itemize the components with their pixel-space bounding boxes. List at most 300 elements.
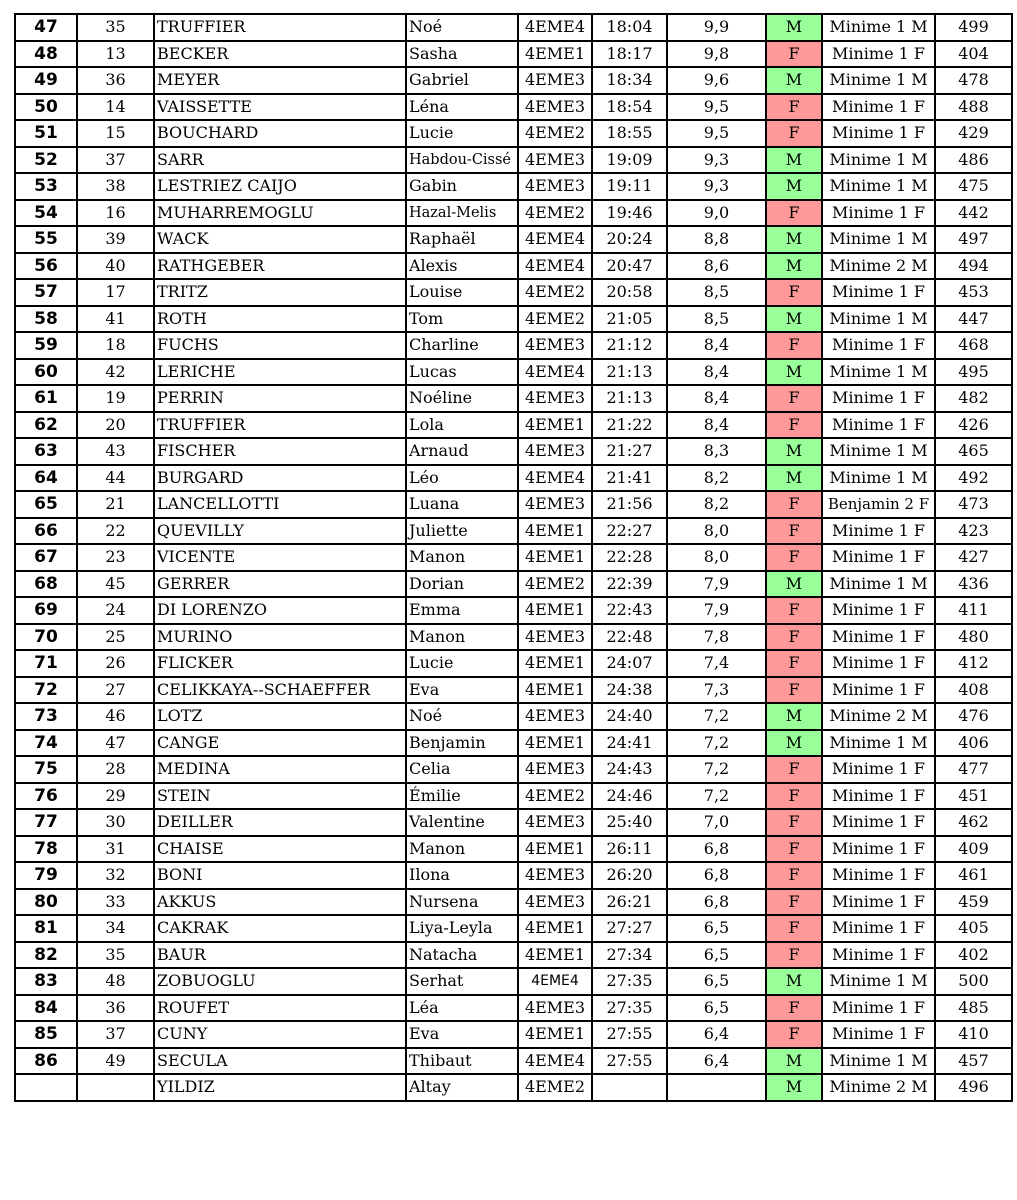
- id-cell: 402: [935, 942, 1012, 969]
- category-cell: Minime 1 F: [822, 412, 935, 439]
- table-row: [15, 597, 1012, 624]
- last-name-cell: LESTRIEZ CAIJO: [154, 173, 406, 200]
- category-cell: Minime 1 M: [822, 359, 935, 386]
- class-cell: 4EME1: [518, 544, 592, 571]
- rank-cell: 78: [15, 836, 77, 863]
- table-row: [15, 332, 1012, 359]
- speed-cell: 9,3: [667, 173, 766, 200]
- class-cell: 4EME1: [518, 836, 592, 863]
- bib-number-cell: 39: [77, 226, 154, 253]
- class-cell: 4EME3: [518, 756, 592, 783]
- class-cell: 4EME2: [518, 1074, 592, 1101]
- bib-number-cell: 37: [77, 1021, 154, 1048]
- rank-cell: 71: [15, 650, 77, 677]
- time-cell: 18:04: [592, 14, 667, 41]
- table-row: [15, 465, 1012, 492]
- sex-cell: M: [766, 1074, 822, 1101]
- time-cell: 27:35: [592, 995, 667, 1022]
- time-cell: 22:27: [592, 518, 667, 545]
- rank-cell: 83: [15, 968, 77, 995]
- time-cell: 24:43: [592, 756, 667, 783]
- last-name-cell: BONI: [154, 862, 406, 889]
- id-cell: 457: [935, 1048, 1012, 1075]
- speed-cell: 6,5: [667, 915, 766, 942]
- last-name-cell: PERRIN: [154, 385, 406, 412]
- speed-cell: 6,4: [667, 1021, 766, 1048]
- speed-cell: 8,2: [667, 465, 766, 492]
- bib-number-cell: 18: [77, 332, 154, 359]
- rank-cell: 63: [15, 438, 77, 465]
- bib-number-cell: 42: [77, 359, 154, 386]
- table-row: [15, 41, 1012, 68]
- class-cell: 4EME4: [518, 968, 592, 995]
- table-row: [15, 200, 1012, 227]
- last-name-cell: TRUFFIER: [154, 412, 406, 439]
- sex-cell: F: [766, 995, 822, 1022]
- time-cell: 25:40: [592, 809, 667, 836]
- class-cell: 4EME3: [518, 332, 592, 359]
- speed-cell: 7,9: [667, 571, 766, 598]
- speed-cell: 8,2: [667, 491, 766, 518]
- bib-number-cell: 30: [77, 809, 154, 836]
- category-cell: Minime 1 F: [822, 995, 935, 1022]
- first-name-cell: Gabriel: [406, 67, 518, 94]
- id-cell: 410: [935, 1021, 1012, 1048]
- speed-cell: 8,3: [667, 438, 766, 465]
- first-name-cell: Noé: [406, 14, 518, 41]
- sex-cell: M: [766, 253, 822, 280]
- id-cell: 500: [935, 968, 1012, 995]
- rank-cell: 80: [15, 889, 77, 916]
- id-cell: 442: [935, 200, 1012, 227]
- category-cell: Minime 1 F: [822, 518, 935, 545]
- sex-cell: M: [766, 571, 822, 598]
- id-cell: 436: [935, 571, 1012, 598]
- rank-cell: [15, 1074, 77, 1101]
- first-name-cell: Luana: [406, 491, 518, 518]
- speed-cell: 9,9: [667, 14, 766, 41]
- time-cell: 21:27: [592, 438, 667, 465]
- sex-cell: F: [766, 597, 822, 624]
- rank-cell: 64: [15, 465, 77, 492]
- category-cell: Minime 1 F: [822, 120, 935, 147]
- last-name-cell: ROUFET: [154, 995, 406, 1022]
- last-name-cell: ZOBUOGLU: [154, 968, 406, 995]
- bib-number-cell: 38: [77, 173, 154, 200]
- table-row: [15, 94, 1012, 121]
- last-name-cell: SECULA: [154, 1048, 406, 1075]
- rank-cell: 81: [15, 915, 77, 942]
- id-cell: 406: [935, 730, 1012, 757]
- speed-cell: 6,8: [667, 889, 766, 916]
- last-name-cell: CUNY: [154, 1021, 406, 1048]
- first-name-cell: Noéline: [406, 385, 518, 412]
- rank-cell: 56: [15, 253, 77, 280]
- last-name-cell: DEILLER: [154, 809, 406, 836]
- sex-cell: F: [766, 889, 822, 916]
- time-cell: 18:55: [592, 120, 667, 147]
- bib-number-cell: 37: [77, 147, 154, 174]
- speed-cell: 8,5: [667, 306, 766, 333]
- first-name-cell: Thibaut: [406, 1048, 518, 1075]
- class-cell: 4EME3: [518, 491, 592, 518]
- id-cell: 486: [935, 147, 1012, 174]
- category-cell: Minime 1 M: [822, 968, 935, 995]
- category-cell: Minime 1 M: [822, 1048, 935, 1075]
- sex-cell: M: [766, 465, 822, 492]
- id-cell: 404: [935, 41, 1012, 68]
- rank-cell: 76: [15, 783, 77, 810]
- id-cell: 497: [935, 226, 1012, 253]
- table-row: [15, 147, 1012, 174]
- class-cell: 4EME3: [518, 889, 592, 916]
- last-name-cell: TRUFFIER: [154, 14, 406, 41]
- first-name-cell: Gabin: [406, 173, 518, 200]
- rank-cell: 60: [15, 359, 77, 386]
- category-cell: Minime 1 F: [822, 332, 935, 359]
- sex-cell: F: [766, 120, 822, 147]
- first-name-cell: Emma: [406, 597, 518, 624]
- rank-cell: 74: [15, 730, 77, 757]
- last-name-cell: GERRER: [154, 571, 406, 598]
- bib-number-cell: 25: [77, 624, 154, 651]
- last-name-cell: CANGE: [154, 730, 406, 757]
- first-name-cell: Juliette: [406, 518, 518, 545]
- sex-cell: F: [766, 1021, 822, 1048]
- category-cell: Minime 1 M: [822, 173, 935, 200]
- table-row: [15, 279, 1012, 306]
- last-name-cell: SARR: [154, 147, 406, 174]
- sex-cell: F: [766, 332, 822, 359]
- class-cell: 4EME1: [518, 942, 592, 969]
- table-row: [15, 67, 1012, 94]
- rank-cell: 59: [15, 332, 77, 359]
- id-cell: 427: [935, 544, 1012, 571]
- last-name-cell: MEYER: [154, 67, 406, 94]
- time-cell: 27:55: [592, 1048, 667, 1075]
- sex-cell: M: [766, 173, 822, 200]
- first-name-cell: Dorian: [406, 571, 518, 598]
- sex-cell: M: [766, 226, 822, 253]
- time-cell: 21:22: [592, 412, 667, 439]
- sex-cell: F: [766, 836, 822, 863]
- time-cell: 27:55: [592, 1021, 667, 1048]
- id-cell: 494: [935, 253, 1012, 280]
- first-name-cell: Léa: [406, 995, 518, 1022]
- id-cell: 478: [935, 67, 1012, 94]
- last-name-cell: LOTZ: [154, 703, 406, 730]
- first-name-cell: Benjamin: [406, 730, 518, 757]
- class-cell: 4EME1: [518, 650, 592, 677]
- rank-cell: 77: [15, 809, 77, 836]
- speed-cell: 8,6: [667, 253, 766, 280]
- last-name-cell: STEIN: [154, 783, 406, 810]
- rank-cell: 52: [15, 147, 77, 174]
- category-cell: Minime 1 F: [822, 385, 935, 412]
- table-row: [15, 1021, 1012, 1048]
- bib-number-cell: 20: [77, 412, 154, 439]
- category-cell: Minime 1 F: [822, 94, 935, 121]
- first-name-cell: Émilie: [406, 783, 518, 810]
- bib-number-cell: 35: [77, 14, 154, 41]
- speed-cell: 9,0: [667, 200, 766, 227]
- class-cell: 4EME3: [518, 438, 592, 465]
- class-cell: 4EME3: [518, 995, 592, 1022]
- class-cell: 4EME2: [518, 306, 592, 333]
- bib-number-cell: 48: [77, 968, 154, 995]
- last-name-cell: LERICHE: [154, 359, 406, 386]
- sex-cell: F: [766, 200, 822, 227]
- table-row: [15, 756, 1012, 783]
- rank-cell: 47: [15, 14, 77, 41]
- class-cell: 4EME1: [518, 730, 592, 757]
- bib-number-cell: 47: [77, 730, 154, 757]
- class-cell: 4EME3: [518, 703, 592, 730]
- rank-cell: 48: [15, 41, 77, 68]
- category-cell: Minime 1 M: [822, 14, 935, 41]
- class-cell: 4EME3: [518, 147, 592, 174]
- speed-cell: 7,9: [667, 597, 766, 624]
- time-cell: 24:46: [592, 783, 667, 810]
- category-cell: Minime 2 M: [822, 1074, 935, 1101]
- category-cell: Minime 1 M: [822, 571, 935, 598]
- first-name-cell: Manon: [406, 836, 518, 863]
- table-row: [15, 253, 1012, 280]
- bib-number-cell: 26: [77, 650, 154, 677]
- rank-cell: 79: [15, 862, 77, 889]
- id-cell: 475: [935, 173, 1012, 200]
- first-name-cell: Léo: [406, 465, 518, 492]
- bib-number-cell: 46: [77, 703, 154, 730]
- time-cell: 27:34: [592, 942, 667, 969]
- time-cell: 24:07: [592, 650, 667, 677]
- rank-cell: 69: [15, 597, 77, 624]
- bib-number-cell: 23: [77, 544, 154, 571]
- last-name-cell: WACK: [154, 226, 406, 253]
- bib-number-cell: 16: [77, 200, 154, 227]
- category-cell: Minime 1 F: [822, 915, 935, 942]
- class-cell: 4EME2: [518, 200, 592, 227]
- time-cell: 19:09: [592, 147, 667, 174]
- last-name-cell: ROTH: [154, 306, 406, 333]
- bib-number-cell: 43: [77, 438, 154, 465]
- first-name-cell: Charline: [406, 332, 518, 359]
- speed-cell: 8,0: [667, 544, 766, 571]
- id-cell: 485: [935, 995, 1012, 1022]
- category-cell: Minime 1 F: [822, 624, 935, 651]
- id-cell: 411: [935, 597, 1012, 624]
- table-row: [15, 809, 1012, 836]
- last-name-cell: AKKUS: [154, 889, 406, 916]
- id-cell: 423: [935, 518, 1012, 545]
- bib-number-cell: 27: [77, 677, 154, 704]
- table-row: [15, 571, 1012, 598]
- rank-cell: 55: [15, 226, 77, 253]
- table-row: [15, 518, 1012, 545]
- last-name-cell: CAKRAK: [154, 915, 406, 942]
- id-cell: 496: [935, 1074, 1012, 1101]
- rank-cell: 68: [15, 571, 77, 598]
- first-name-cell: Raphaël: [406, 226, 518, 253]
- sex-cell: M: [766, 359, 822, 386]
- last-name-cell: CHAISE: [154, 836, 406, 863]
- time-cell: 22:43: [592, 597, 667, 624]
- first-name-cell: Louise: [406, 279, 518, 306]
- class-cell: 4EME3: [518, 94, 592, 121]
- rank-cell: 58: [15, 306, 77, 333]
- id-cell: 495: [935, 359, 1012, 386]
- last-name-cell: MUHARREMOGLU: [154, 200, 406, 227]
- rank-cell: 85: [15, 1021, 77, 1048]
- category-cell: Minime 1 M: [822, 465, 935, 492]
- last-name-cell: QUEVILLY: [154, 518, 406, 545]
- rank-cell: 57: [15, 279, 77, 306]
- class-cell: 4EME3: [518, 809, 592, 836]
- table-row: [15, 783, 1012, 810]
- first-name-cell: Celia: [406, 756, 518, 783]
- first-name-cell: Lola: [406, 412, 518, 439]
- table-row: [15, 412, 1012, 439]
- table-row: [15, 968, 1012, 995]
- rank-cell: 73: [15, 703, 77, 730]
- id-cell: 499: [935, 14, 1012, 41]
- time-cell: 20:24: [592, 226, 667, 253]
- sex-cell: F: [766, 412, 822, 439]
- first-name-cell: Tom: [406, 306, 518, 333]
- sex-cell: M: [766, 147, 822, 174]
- table-row: [15, 14, 1012, 41]
- first-name-cell: Léna: [406, 94, 518, 121]
- id-cell: 412: [935, 650, 1012, 677]
- last-name-cell: BOUCHARD: [154, 120, 406, 147]
- bib-number-cell: 31: [77, 836, 154, 863]
- first-name-cell: Nursena: [406, 889, 518, 916]
- time-cell: 26:21: [592, 889, 667, 916]
- last-name-cell: BECKER: [154, 41, 406, 68]
- speed-cell: 6,8: [667, 862, 766, 889]
- time-cell: 21:12: [592, 332, 667, 359]
- time-cell: 24:38: [592, 677, 667, 704]
- class-cell: 4EME2: [518, 279, 592, 306]
- bib-number-cell: 41: [77, 306, 154, 333]
- category-cell: Minime 1 F: [822, 756, 935, 783]
- table-row: [15, 120, 1012, 147]
- speed-cell: 8,4: [667, 359, 766, 386]
- sex-cell: F: [766, 518, 822, 545]
- first-name-cell: Arnaud: [406, 438, 518, 465]
- first-name-cell: Valentine: [406, 809, 518, 836]
- id-cell: 405: [935, 915, 1012, 942]
- first-name-cell: Manon: [406, 624, 518, 651]
- speed-cell: 9,3: [667, 147, 766, 174]
- bib-number-cell: 33: [77, 889, 154, 916]
- time-cell: 24:41: [592, 730, 667, 757]
- time-cell: 20:47: [592, 253, 667, 280]
- id-cell: 482: [935, 385, 1012, 412]
- sex-cell: M: [766, 67, 822, 94]
- class-cell: 4EME2: [518, 783, 592, 810]
- category-cell: Minime 2 M: [822, 253, 935, 280]
- class-cell: 4EME3: [518, 862, 592, 889]
- first-name-cell: Altay: [406, 1074, 518, 1101]
- bib-number-cell: 45: [77, 571, 154, 598]
- table-row: [15, 915, 1012, 942]
- speed-cell: 7,2: [667, 756, 766, 783]
- class-cell: 4EME3: [518, 173, 592, 200]
- class-cell: 4EME4: [518, 1048, 592, 1075]
- rank-cell: 65: [15, 491, 77, 518]
- table-row: [15, 889, 1012, 916]
- class-cell: 4EME1: [518, 41, 592, 68]
- first-name-cell: Lucas: [406, 359, 518, 386]
- speed-cell: 8,4: [667, 412, 766, 439]
- bib-number-cell: 40: [77, 253, 154, 280]
- last-name-cell: BURGARD: [154, 465, 406, 492]
- bib-number-cell: 17: [77, 279, 154, 306]
- time-cell: 27:35: [592, 968, 667, 995]
- time-cell: 19:46: [592, 200, 667, 227]
- class-cell: 4EME4: [518, 465, 592, 492]
- category-cell: Minime 1 F: [822, 862, 935, 889]
- category-cell: Minime 1 F: [822, 597, 935, 624]
- id-cell: 453: [935, 279, 1012, 306]
- time-cell: 21:41: [592, 465, 667, 492]
- category-cell: Minime 1 F: [822, 677, 935, 704]
- class-cell: 4EME1: [518, 412, 592, 439]
- last-name-cell: LANCELLOTTI: [154, 491, 406, 518]
- bib-number-cell: 22: [77, 518, 154, 545]
- bib-number-cell: [77, 1074, 154, 1101]
- sex-cell: F: [766, 915, 822, 942]
- category-cell: Minime 1 M: [822, 147, 935, 174]
- class-cell: 4EME3: [518, 67, 592, 94]
- last-name-cell: MEDINA: [154, 756, 406, 783]
- sex-cell: F: [766, 385, 822, 412]
- sex-cell: M: [766, 306, 822, 333]
- category-cell: Minime 1 M: [822, 730, 935, 757]
- table-row: [15, 862, 1012, 889]
- table-row: [15, 491, 1012, 518]
- sex-cell: F: [766, 783, 822, 810]
- time-cell: 18:17: [592, 41, 667, 68]
- sex-cell: F: [766, 94, 822, 121]
- speed-cell: 6,5: [667, 942, 766, 969]
- rank-cell: 70: [15, 624, 77, 651]
- id-cell: 480: [935, 624, 1012, 651]
- category-cell: Minime 1 F: [822, 650, 935, 677]
- class-cell: 4EME1: [518, 677, 592, 704]
- time-cell: 20:58: [592, 279, 667, 306]
- speed-cell: 6,8: [667, 836, 766, 863]
- rank-cell: 67: [15, 544, 77, 571]
- category-cell: Minime 1 F: [822, 279, 935, 306]
- sex-cell: F: [766, 677, 822, 704]
- rank-cell: 53: [15, 173, 77, 200]
- category-cell: Benjamin 2 F: [822, 491, 935, 518]
- id-cell: 477: [935, 756, 1012, 783]
- id-cell: 426: [935, 412, 1012, 439]
- time-cell: 18:34: [592, 67, 667, 94]
- category-cell: Minime 1 F: [822, 1021, 935, 1048]
- category-cell: Minime 1 F: [822, 41, 935, 68]
- table-row: [15, 677, 1012, 704]
- rank-cell: 86: [15, 1048, 77, 1075]
- sex-cell: F: [766, 279, 822, 306]
- speed-cell: 7,8: [667, 624, 766, 651]
- bib-number-cell: 15: [77, 120, 154, 147]
- bib-number-cell: 28: [77, 756, 154, 783]
- category-cell: Minime 1 M: [822, 438, 935, 465]
